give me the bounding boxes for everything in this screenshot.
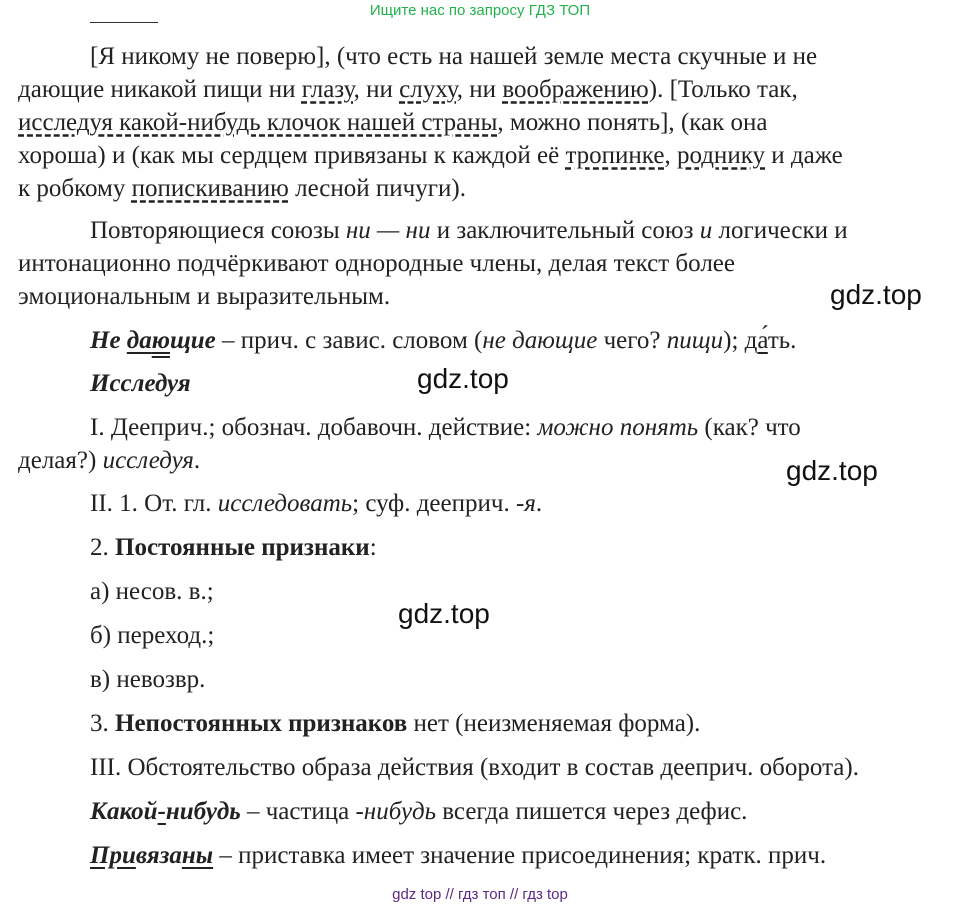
issleduya-p1-line-2: делая?) исследуя.	[18, 447, 201, 474]
issleduya-p4: а) несов. в.;	[90, 578, 214, 605]
issleduya-p5: б) переход.;	[90, 622, 215, 649]
issleduya-p1-line-1: I. Дееприч.; обознач. добавочн. действие: можно понять (как? что	[90, 414, 801, 441]
watermark: gdz.top	[830, 279, 922, 310]
issleduya-p7: 3. Непостоянных признаков нет (неизменяемая форма).	[90, 710, 701, 737]
sentence-line-3: исследуя какой-нибудь клочок нашей страны, можно понять], (как она	[18, 109, 768, 136]
watermark: gdz.top	[786, 455, 878, 486]
word-voobrazheniyu: воображению	[502, 76, 649, 103]
issleduya-p3: 2. Постоянные признаки:	[90, 534, 377, 561]
issleduya-p2: II. 1. От. гл. исследовать; суф. дееприч. -я.	[90, 490, 543, 517]
participial-phrase: исследуя какой-нибудь клочок нашей страны	[18, 109, 498, 136]
word-rodniku: роднику	[676, 142, 765, 169]
issleduya-title: Исследуя	[90, 370, 191, 397]
word-popiskivaniyu: попискиванию	[131, 175, 289, 202]
explanation-line-3: эмоциональным и выразительным.	[18, 283, 391, 310]
sentence-line-1: [Я никому не поверю], (что есть на нашей земле места скучные и не	[90, 43, 818, 70]
watermark: gdz.top	[417, 363, 509, 394]
watermark: gdz.top	[398, 598, 490, 629]
explanation-line-1: Повторяющиеся союзы ни — ни и заключительный союз и логически и	[90, 217, 848, 244]
sentence-line-5: к робкому попискиванию лесной пичуги).	[18, 175, 466, 202]
issleduya-p6: в) невозвр.	[90, 666, 206, 693]
kakoy-nibud-line: Какой-нибудь – частица -нибудь всегда пишется через дефис.	[90, 798, 748, 825]
search-hint-link[interactable]: Ищите нас по запросу ГДЗ ТОП	[369, 2, 591, 19]
privyazany-line: Привязаны – приставка имеет значение присоединения; кратк. прич.	[90, 842, 827, 869]
footer-links[interactable]: gdz top // гдз топ // гдз top	[392, 886, 568, 903]
divider-line	[90, 22, 158, 23]
issleduya-p8: III. Обстоятельство образа действия (входит в состав дееприч. оборота).	[90, 754, 859, 781]
sentence-line-2: дающие никакой пищи ни глазу, ни слуху, ни воображению). [Только так,	[18, 76, 798, 103]
word-tropinke: тропинке	[565, 142, 665, 169]
word-glazu: глазу	[301, 76, 354, 103]
ne-dayushchie-line: Не дающие – прич. с завис. словом (не дающие чего? пищи); да́ть.	[90, 327, 797, 354]
word-sluhu: слуху	[399, 76, 457, 103]
explanation-line-2: интонационно подчёркивают однородные члены, делая текст более	[18, 250, 735, 277]
sentence-line-4: хороша) и (как мы сердцем привязаны к каждой её тропинке, роднику и даже	[18, 142, 843, 169]
